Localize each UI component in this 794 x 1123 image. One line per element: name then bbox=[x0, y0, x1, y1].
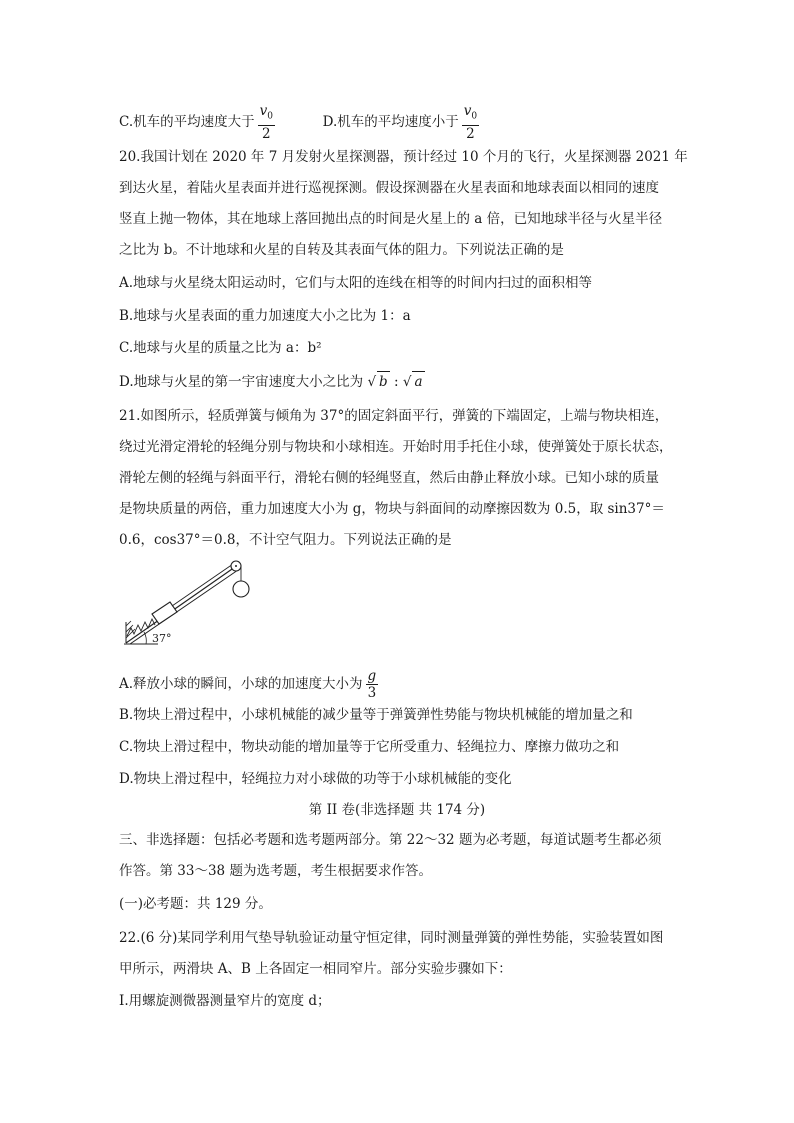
q19-option-d: D.机车的平均速度小于 bbox=[322, 113, 459, 130]
incline-spring-pulley-figure bbox=[122, 554, 262, 650]
sqrt-b: √ b bbox=[367, 374, 389, 390]
section-2-intro-line-2: 作答。第 33～38 题为选考题，考生根据要求作答。 bbox=[119, 863, 432, 879]
q21-option-c: C.物块上滑过程中，物块动能的增加量等于它所受重力、轻绳拉力、摩擦力做功之和 bbox=[119, 739, 620, 755]
incline-underside bbox=[130, 570, 238, 644]
spring-icon bbox=[127, 619, 155, 636]
section-2-title: 第 II 卷(非选择题 共 174 分) bbox=[308, 802, 486, 818]
q20-stem-line-3: 竖直上抛一物体，其在地球上落回抛出点的时间是火星上的 a 倍，已知地球半径与火星半径 bbox=[119, 211, 663, 227]
q22-stem-line-1: 22.(6 分)某同学利用气垫导轨验证动量守恒定律，同时测量弹簧的弹性势能，实验装置如图 bbox=[119, 930, 664, 946]
q21-stem-line-3: 滑轮左侧的轻绳与斜面平行，滑轮右侧的轻绳竖直，然后由静止释放小球。已知小球的质量 bbox=[119, 470, 659, 486]
q21-stem-line-2: 绕过光滑定滑轮的轻绳分别与物块和小球相连。开始时用手托住小球，使弹簧处于原长状态， bbox=[119, 439, 673, 455]
q21-option-a: A.释放小球的瞬间，小球的加速度大小为 $\frac{g}{3}$ bbox=[119, 668, 377, 701]
q21-stem-line-1: 21.如图所示，轻质弹簧与倾角为 37°的固定斜面平行，弹簧的下端固定，上端与物块相连， bbox=[119, 408, 669, 424]
q20-option-c: C.地球与火星的质量之比为 a：b² bbox=[119, 340, 322, 356]
q20-option-d: D.地球与火星的第一宇宙速度大小之比为 √ b : √ a bbox=[119, 371, 425, 392]
q21-stem-line-4: 是物块质量的两倍，重力加速度大小为 g，物块与斜面间的动摩擦因数为 0.5，取 sin37°＝ bbox=[119, 501, 665, 517]
q20-option-a: A.地球与火星绕太阳运动时，它们与太阳的连线在相等的时间内扫过的面积相等 bbox=[119, 275, 593, 291]
angle-label: 37° bbox=[152, 632, 172, 645]
q21-stem-line-5: 0.6，cos37°＝0.8，不计空气阻力。下列说法正确的是 bbox=[119, 532, 452, 548]
g-over-3-fraction: $\frac{g}{3}$ bbox=[367, 668, 377, 701]
q21-option-b: B.物块上滑过程中，小球机械能的减少量等于弹簧弹性势能与物块机械能的增加量之和 bbox=[119, 707, 633, 723]
incline-surface bbox=[126, 567, 235, 643]
sqrt-a: √ a bbox=[403, 374, 425, 390]
required-questions-heading: (一)必考题：共 129 分。 bbox=[119, 896, 272, 912]
q20-stem-line-1: 20.我国计划在 2020 年 7 月发射火星探测器，预计经过 10 个月的飞行，火星探测器 2021 年 bbox=[119, 149, 688, 165]
q21-option-d: D.物块上滑过程中，轻绳拉力对小球做的功等于小球机械能的变化 bbox=[119, 771, 512, 787]
rope-incline bbox=[172, 564, 233, 606]
q19-option-c: C.机车的平均速度大于 bbox=[119, 113, 255, 130]
q22-step-1: I.用螺旋测微器测量窄片的宽度 d； bbox=[119, 993, 331, 1009]
q20-stem-line-4: 之比为 b。不计地球和火星的自转及其表面气体的阻力。下列说法正确的是 bbox=[119, 242, 564, 258]
section-2-intro-line-1: 三、非选择题：包括必考题和选考题两部分。第 22～32 题为必考题，每道试题考生都必须 bbox=[119, 832, 662, 848]
q22-stem-line-2: 甲所示，两滑块 A、B 上各固定一相同窄片。部分实验步骤如下： bbox=[119, 961, 512, 977]
ball-icon bbox=[233, 581, 249, 597]
v0-over-2-fraction: $\frac{v_0}{2}$ bbox=[259, 103, 274, 142]
v0-over-2-fraction: $\frac{v_0}{2}$ bbox=[463, 103, 478, 142]
q19-options bbox=[119, 103, 482, 142]
q20-option-b: B.地球与火星表面的重力加速度大小之比为 1：a bbox=[119, 308, 411, 324]
q20-stem-line-2: 到达火星，着陆火星表面并进行巡视探测。假设探测器在火星表面和地球表面以相同的速度 bbox=[119, 180, 659, 196]
